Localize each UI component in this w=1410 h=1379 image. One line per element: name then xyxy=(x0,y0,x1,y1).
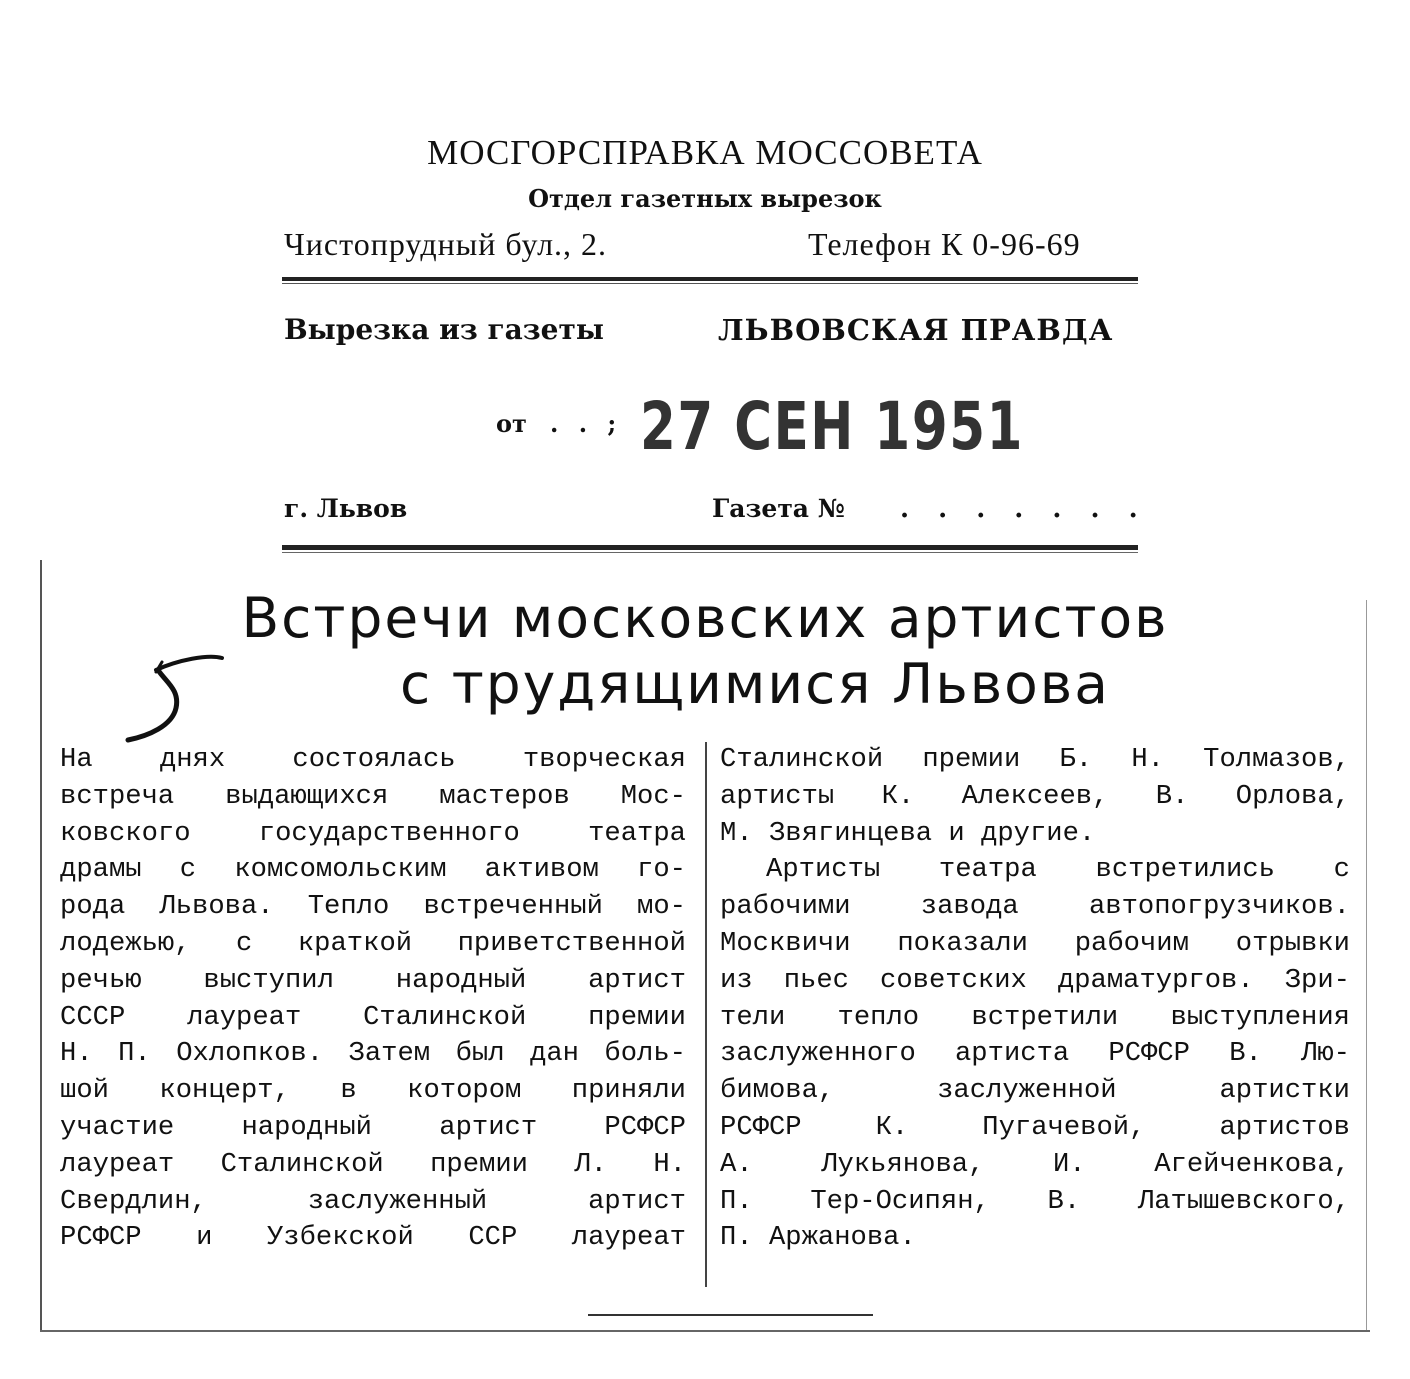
article-end-rule xyxy=(588,1314,873,1316)
headline-line-1: Встречи московских артистов xyxy=(241,586,1169,650)
form-divider-thin xyxy=(282,552,1138,553)
header-divider-thin xyxy=(282,283,1138,284)
text-line: встреча выдающихся мастеров Мос- xyxy=(60,780,686,812)
agency-phone: Телефон К 0-96-69 xyxy=(808,226,1081,262)
text-line: бимова, заслуженной артистки xyxy=(720,1075,1350,1107)
text-line: рабочими завода автопогрузчиков. xyxy=(720,891,1350,923)
article-headline xyxy=(0,585,1410,717)
source-label: Вырезка из газеты xyxy=(284,313,604,346)
column-divider xyxy=(705,742,707,1287)
text-line: драмы с комсомольским активом го- xyxy=(60,854,686,886)
text-line: М. Звягинцева и другие. xyxy=(720,817,1096,849)
article-column-1 xyxy=(60,742,686,1257)
text-line: речью выступил народный артист xyxy=(60,964,686,996)
text-line: тели тепло встретили выступления xyxy=(720,1001,1350,1033)
agency-address: Чистопрудный бул., 2. xyxy=(284,226,608,262)
text-line: участие народный артист РСФСР xyxy=(60,1111,686,1143)
date-dots: . . ; xyxy=(550,409,623,438)
text-line: П. Тер-Осипян, В. Латышевского, xyxy=(720,1185,1350,1217)
headline-line-2: с трудящимися Львова xyxy=(400,652,1110,716)
city-label: г. Львов xyxy=(284,494,408,523)
agency-title: МОСГОРСПРАВКА МОССОВЕТА xyxy=(427,133,983,172)
text-line: рода Львова. Тепло встреченный мо- xyxy=(60,891,686,923)
text-line: Москвичи показали рабочим отрывки xyxy=(720,927,1350,959)
text-line: Н. П. Охлопков. Затем был дан боль- xyxy=(60,1038,686,1070)
form-divider xyxy=(282,545,1138,550)
text-line: РСФСР и Узбекской ССР лауреат xyxy=(60,1222,686,1254)
newspaper-name: ЛЬВОВСКАЯ ПРАВДА xyxy=(718,313,1114,347)
text-line: РСФСР К. Пугачевой, артистов xyxy=(720,1111,1350,1143)
text-line: из пьес советских драматургов. Зри- xyxy=(720,964,1350,996)
text-line: П. Аржанова. xyxy=(720,1222,916,1254)
text-line: На днях состоялась творческая xyxy=(60,744,686,775)
text-line: А. Лукьянова, И. Агейченкова, xyxy=(720,1148,1350,1180)
department-name: Отдел газетных вырезок xyxy=(528,184,882,213)
text-line: Сталинской премии Б. Н. Толмазов, xyxy=(720,744,1350,775)
text-line: лауреат Сталинской премии Л. Н. xyxy=(60,1148,686,1180)
text-line: Свердлин, заслуженный артист xyxy=(60,1185,686,1217)
text-line: артисты К. Алексеев, В. Орлова, xyxy=(720,780,1350,812)
article-column-2 xyxy=(720,742,1350,1257)
clipping-edge-bottom xyxy=(40,1330,1370,1332)
text-line: Артисты театра встретились с xyxy=(766,854,1350,886)
text-line: лодежью, с краткой приветственной xyxy=(60,927,686,959)
text-line: ковского государственного театра xyxy=(60,817,686,849)
text-line: шой концерт, в котором приняли xyxy=(60,1075,686,1107)
header-divider xyxy=(282,277,1138,281)
issue-number-label: Газета № xyxy=(712,494,845,523)
text-line: СССР лауреат Сталинской премии xyxy=(60,1001,686,1033)
date-stamp: 27 СЕН 1951 xyxy=(640,388,1024,465)
text-line: заслуженного артиста РСФСР В. Лю- xyxy=(720,1038,1350,1070)
issue-number-dots: . . . . . . . xyxy=(900,494,1148,524)
date-label: от xyxy=(496,409,527,438)
